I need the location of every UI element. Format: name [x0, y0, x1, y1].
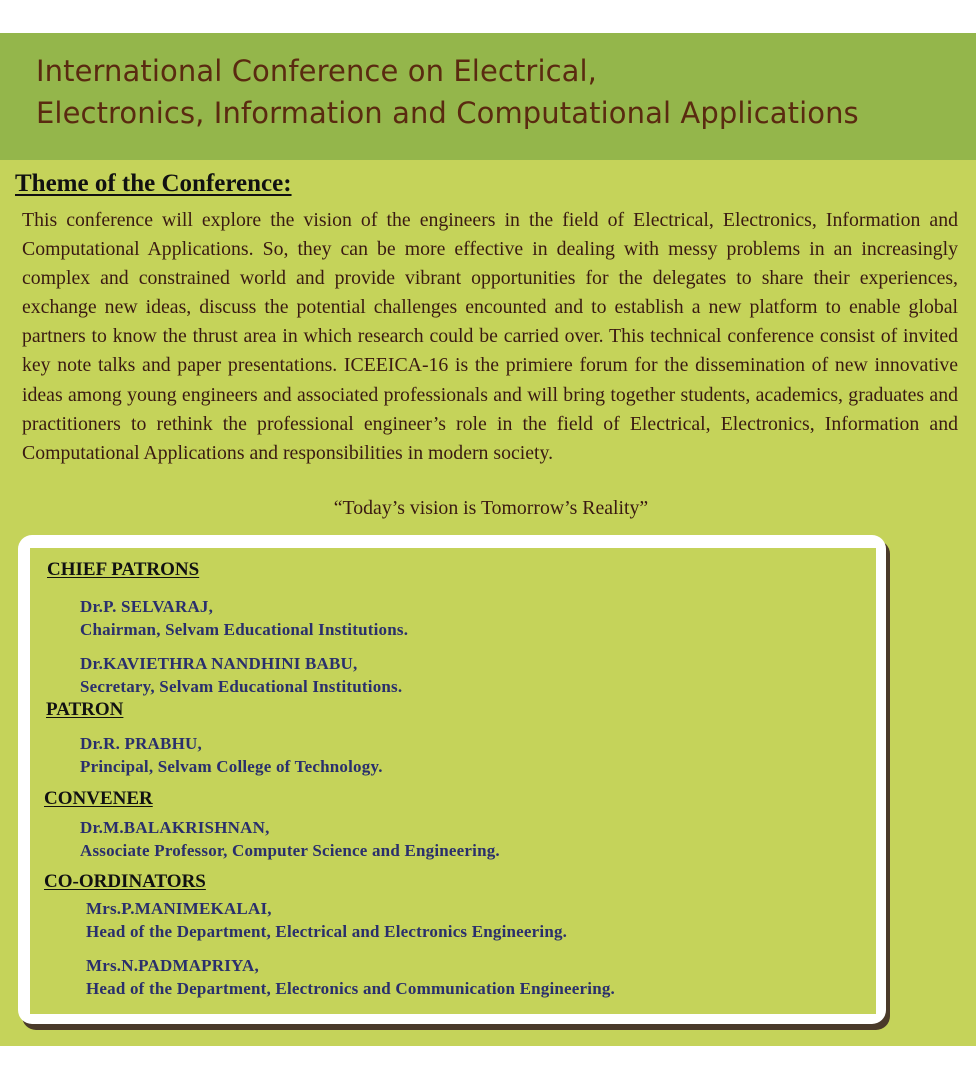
coordinator-1 — [86, 897, 567, 943]
convener-1 — [80, 816, 500, 862]
conference-title — [36, 50, 966, 134]
person-role: Associate Professor, Computer Science and Engineering. — [80, 841, 500, 860]
convener-heading: CONVENER — [44, 788, 153, 809]
conference-title-line-1: International Conference on Electrical, — [36, 54, 597, 88]
person-name: Mrs.N.PADMAPRIYA, — [86, 956, 259, 975]
chief-patron-2 — [80, 652, 402, 698]
conference-title-line-2: Electronics, Information and Computational Applications — [36, 96, 859, 130]
person-role: Head of the Department, Electrical and Electronics Engineering. — [86, 922, 568, 941]
person-role: Secretary, Selvam Educational Institutions. — [80, 677, 403, 696]
patron-1 — [80, 732, 383, 778]
person-name: Dr.R. PRABHU, — [80, 734, 202, 753]
theme-slogan: “Today’s vision is Tomorrow’s Reality” — [333, 497, 649, 519]
person-name: Dr.KAVIETHRA NANDHINI BABU, — [80, 654, 358, 673]
theme-heading: Theme of the Conference: — [15, 170, 292, 197]
person-role: Principal, Selvam College of Technology. — [80, 757, 383, 776]
patron-heading: PATRON — [46, 699, 124, 720]
person-role: Chairman, Selvam Educational Institutions. — [80, 620, 409, 639]
chief-patron-1 — [80, 595, 408, 641]
theme-description: This conference will explore the vision of the engineers in the field of Electrical, Electronics, Information and Computational Applications. So, they can be more effective in dealing with messy problems in an increasingly complex and constrained world and provide vibrant opportunities for the delegates to share their experiences, exchange new ideas, discuss the potential challenges encounted and to establish a new platform to enable global partners to know the thrust area in which research could be carried over. This technical conference consist of invited key note talks and paper presentations. ICEEICA-16 is the primiere forum for the dissemination of new innovative ideas among young engineers and associated professionals and will bring together students, academics, graduates and practitioners to rethink the professional engineer’s role in the field of Electrical, Electronics, Information and Computational Applications and responsibilities in modern society. — [22, 209, 958, 464]
person-name: Dr.M.BALAKRISHNAN, — [80, 818, 270, 837]
person-name: Dr.P. SELVARAJ, — [80, 597, 214, 616]
coordinators-heading: CO-ORDINATORS — [44, 871, 206, 892]
chief-patrons-heading: CHIEF PATRONS — [47, 559, 200, 580]
person-role: Head of the Department, Electronics and Communication Engineering. — [86, 979, 616, 998]
person-name: Mrs.P.MANIMEKALAI, — [86, 899, 272, 918]
coordinator-2 — [86, 954, 615, 1000]
